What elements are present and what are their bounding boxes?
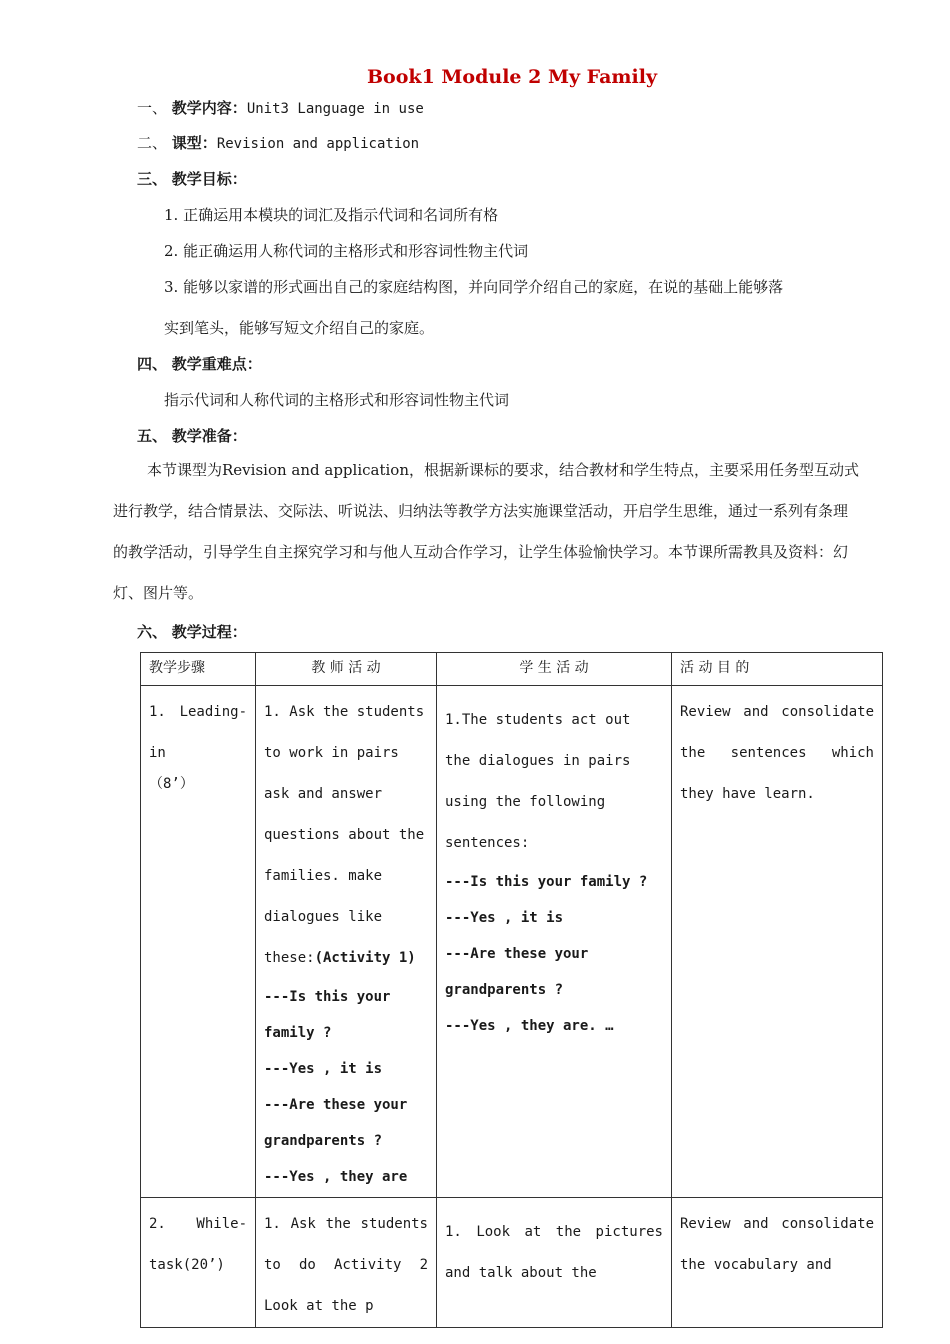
document-title: Book1 Module 2 My Family — [367, 66, 657, 88]
dialogue-line: ---Are these your grandparents ? — [445, 946, 589, 998]
section-number: 六、 — [137, 623, 168, 641]
section-number: 三、 — [137, 170, 168, 188]
section-label: 教学内容： — [171, 99, 247, 117]
teacher-activity-tag: (Activity 1) — [314, 950, 416, 966]
section-content — [137, 97, 424, 118]
section-goals — [137, 168, 247, 189]
goal-item-continued: 实到笔头，能够写短文介绍自己的家庭。 — [164, 319, 435, 337]
step-time: （8’） — [149, 776, 194, 792]
dialogue-line: ---Yes , it is — [445, 910, 564, 926]
preparation-paragraph — [113, 450, 861, 614]
table-header-row — [141, 653, 883, 686]
step-cell — [141, 686, 256, 1198]
section-label: 课型： — [171, 134, 217, 152]
teacher-text: 1. Ask the students to work in pairs ask and answer questions about the families. make dialogues like these: — [264, 704, 425, 966]
header-student: 学 生 活 动 — [437, 653, 672, 686]
header-step: 教学步骤 — [141, 653, 256, 686]
purpose-cell: Review and consolidate the sentences which they have learn. — [672, 686, 883, 1198]
preparation-text: 本节课型为Revision and application，根据新课标的要求，结合教材和学生特点，主要采用任务型互动式进行教学，结合情景法、交际法、听说法、归纳法等教学方法实施课堂活动，开启学生思维，通过一系列有条理的教学活动，引导学生自主探究学习和与他人互动合作学习，让学生体验愉快学习。本节课所需教具及资料：幻灯、图片等。 — [113, 461, 859, 602]
section-number: 四、 — [137, 355, 168, 373]
process-table — [140, 652, 883, 1328]
section-label: 教学重难点： — [171, 355, 262, 373]
section-label: 教学过程： — [171, 623, 247, 641]
student-cell: 1. Look at the pictures and talk about the — [437, 1198, 672, 1328]
table-row — [141, 1198, 883, 1328]
teacher-cell — [256, 686, 437, 1198]
student-text: 1.The students act out the dialogues in pairs using the following sentences: — [445, 712, 631, 851]
section-label: 教学目标： — [171, 170, 247, 188]
header-teacher: 教 师 活 动 — [256, 653, 437, 686]
section-label: 教学准备： — [171, 427, 247, 445]
step-name: 1. Leading-in — [149, 704, 247, 761]
goal-item: 2. 能正确运用人称代词的主格形式和形容词性物主代词 — [164, 242, 529, 260]
dialogue-line: ---Is this your family ? — [445, 874, 648, 890]
key-points-text: 指示代词和人称代词的主格形式和形容词性物主代词 — [164, 391, 510, 409]
section-number: 一、 — [137, 99, 168, 117]
dialogue-line: ---Yes , they are. … — [445, 1018, 614, 1034]
section-number: 二、 — [137, 134, 168, 152]
dialogue-line: ---Yes , it is — [264, 1061, 383, 1077]
teacher-cell: 1. Ask the students to do Activity 2 Look at the p — [256, 1198, 437, 1328]
section-number: 五、 — [137, 427, 168, 445]
table-row — [141, 686, 883, 1198]
section-value: Revision and application — [216, 136, 420, 152]
section-value: Unit3 Language in use — [246, 101, 424, 117]
dialogue-line: ---Are these your grandparents ? — [264, 1097, 408, 1149]
goal-item: 1. 正确运用本模块的词汇及指示代词和名词所有格 — [164, 206, 499, 224]
step-cell: 2. While-task(20’) — [141, 1198, 256, 1328]
header-purpose: 活 动 目 的 — [672, 653, 883, 686]
dialogue-line: ---Is this your family ? — [264, 989, 391, 1041]
student-cell — [437, 686, 672, 1198]
section-key-points — [137, 353, 262, 374]
dialogue-line: ---Yes , they are — [264, 1169, 408, 1185]
goal-item: 3. 能够以家谱的形式画出自己的家庭结构图，并向同学介绍自己的家庭，在说的基础上能够落 — [164, 278, 784, 296]
section-preparation — [137, 425, 247, 446]
section-process — [137, 621, 247, 642]
purpose-cell: Review and consolidate the vocabulary and — [672, 1198, 883, 1328]
section-lesson-type — [137, 132, 419, 153]
